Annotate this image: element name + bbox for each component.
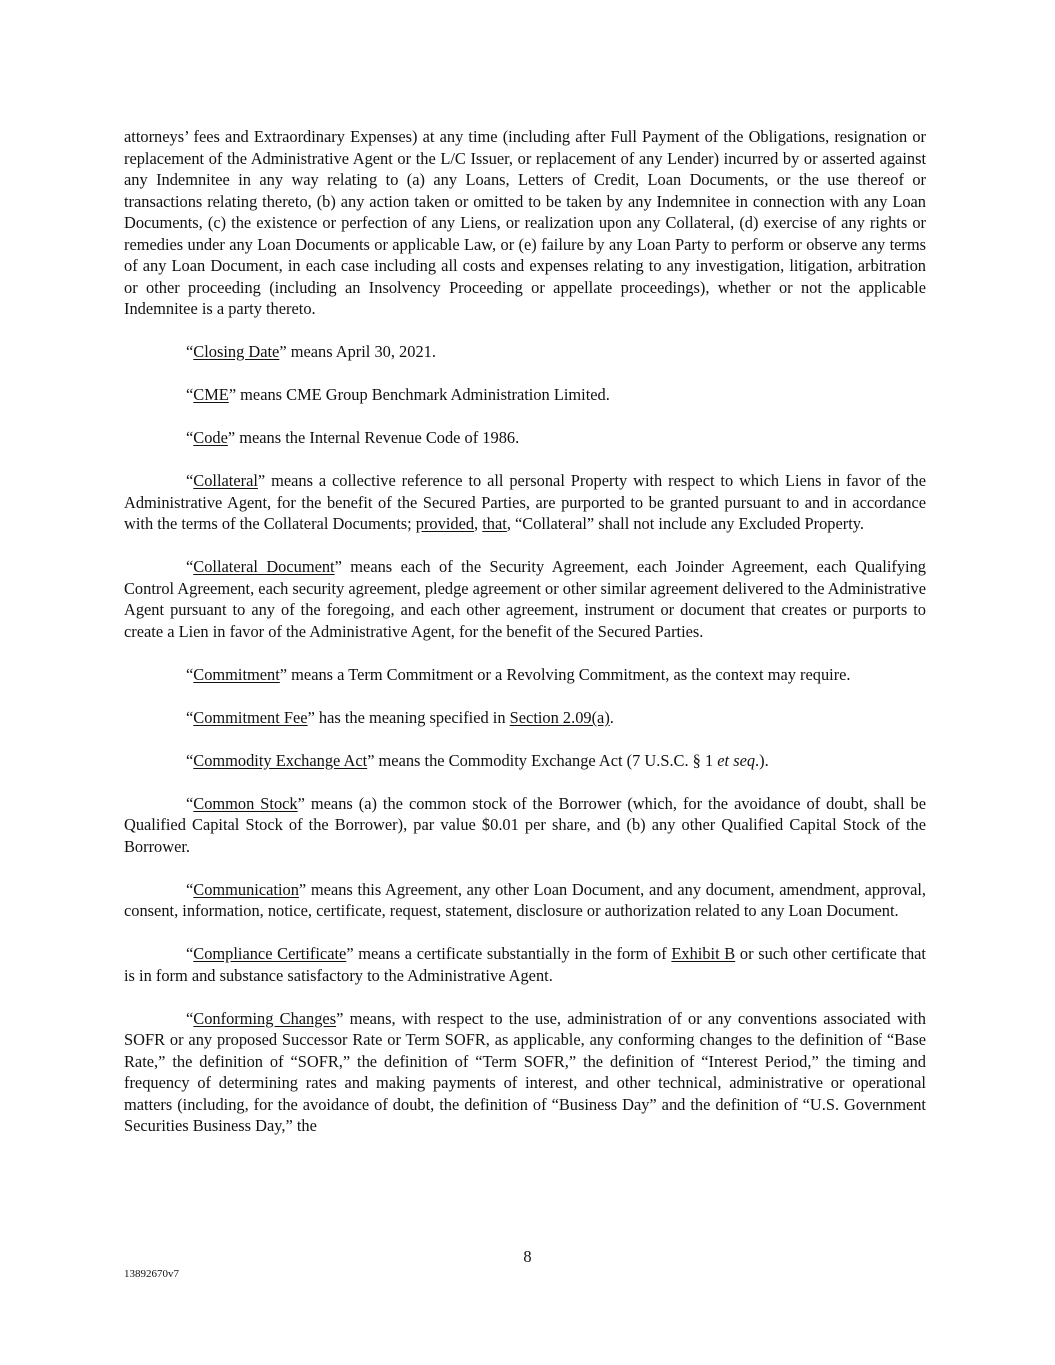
- defined-term: CME: [193, 385, 229, 404]
- defined-term: Common Stock: [193, 793, 298, 813]
- section-reference: Section 2.09(a): [509, 707, 610, 727]
- definition-cme: “CME” means CME Group Benchmark Administration Limited.: [186, 385, 610, 404]
- defined-term: Commodity Exchange Act: [193, 750, 368, 770]
- definition-commitment: “Commitment” means a Term Commitment or a Revolving Commitment, as the context may require.: [186, 664, 851, 684]
- defined-term: Commitment Fee: [193, 707, 308, 727]
- italic-et-seq: et seq: [717, 750, 756, 770]
- proviso-that: that: [482, 514, 507, 533]
- definition-compliance-certificate: “Compliance Certificate” means a certificate substantially in the form of Exhibit B or such other certificate that is in form and substance satisfactory to the Administrative Agent.: [124, 944, 926, 985]
- definition-collateral: “Collateral” means a collective reference to all personal Property with respect to which Liens in favor of the Administrative Agent, for the benefit of the Secured Parties, are purported to be granted pursuant to and in accordance with the terms of the Collateral Documents; provided, that, “Collateral” shall not include any Excluded Property.: [124, 471, 926, 533]
- definition-common-stock: “Common Stock” means (a) the common stock of the Borrower (which, for the avoidance of doubt, shall be Qualified Capital Stock of the Borrower), par value $0.01 per share, and (b) any other Qualified Capital Stock of the Borrower.: [124, 793, 926, 856]
- document-body: [124, 126, 926, 1158]
- definition-commitment-fee: “Commitment Fee” has the meaning specified in Section 2.09(a).: [186, 707, 614, 727]
- defined-term: Code: [193, 428, 228, 447]
- definition-code: “Code” means the Internal Revenue Code of 1986.: [186, 428, 520, 447]
- exhibit-reference: Exhibit B: [671, 944, 736, 963]
- definition-communication: “Communication” means this Agreement, any other Loan Document, and any document, amendment, approval, consent, information, notice, certificate, request, statement, disclosure or authorization related to any Loan Document.: [124, 879, 926, 920]
- intro-paragraph: attorneys’ fees and Extraordinary Expenses) at any time (including after Full Payment of the Obligations, resignation or replacement of the Administrative Agent or the L/C Issuer, or replacement of any Lender) incurred by or asserted against any Indemnitee in any way relating to (a) any Loans, Letters of Credit, Loan Documents, or the use thereof or transactions relating thereto, (b) any action taken or omitted to be taken by any Indemnitee in connection with any Loan Documents, (c) the existence or perfection of any Liens, or realization upon any Collateral, (d) exercise of any rights or remedies under any Loan Documents or applicable Law, or (e) failure by any Loan Party to perform or observe any terms of any Loan Document, in each case including all costs and expenses relating to any investigation, litigation, arbitration or other proceeding (including an Insolvency Proceeding or appellate proceedings), whether or not the applicable Indemnitee is a party thereto.: [124, 127, 926, 318]
- defined-term: Communication: [193, 879, 299, 899]
- page-number: 8: [523, 1247, 532, 1266]
- definition-commodity-exchange-act: “Commodity Exchange Act” means the Commodity Exchange Act (7 U.S.C. § 1 et seq.).: [186, 750, 769, 770]
- proviso-provided: provided: [415, 514, 475, 533]
- document-id: 13892670v7: [124, 1268, 179, 1280]
- defined-term: Conforming Changes: [193, 1008, 337, 1028]
- defined-term: Closing Date: [193, 342, 280, 361]
- definition-conforming-changes: “Conforming Changes” means, with respect to the use, administration of or any conventions associated with SOFR or any proposed Successor Rate or Term SOFR, as applicable, any conforming changes to the definition of “Base Rate,” the definition of “SOFR,” the definition of “Term SOFR,” the definition of “Interest Period,” the timing and frequency of determining rates and making payments of interest, and other technical, administrative or operational matters (including, for the avoidance of doubt, the definition of “Business Day” and the definition of “U.S. Government Securities Business Day,” the: [124, 1008, 926, 1135]
- defined-term: Commitment: [193, 664, 280, 684]
- defined-term: Collateral: [193, 471, 258, 490]
- defined-term: Compliance Certificate: [193, 944, 347, 963]
- definition-closing-date: “Closing Date” means April 30, 2021.: [186, 342, 436, 361]
- defined-term: Collateral Document: [193, 557, 335, 576]
- definition-collateral-document: “Collateral Document” means each of the Security Agreement, each Joinder Agreement, each Qualifying Control Agreement, each security agreement, pledge agreement or other similar agreement delivered to the Administrative Agent pursuant to any of the foregoing, and each other agreement, instrument or document that creates or purports to create a Lien in favor of the Administrative Agent, for the benefit of the Secured Parties.: [124, 557, 927, 641]
